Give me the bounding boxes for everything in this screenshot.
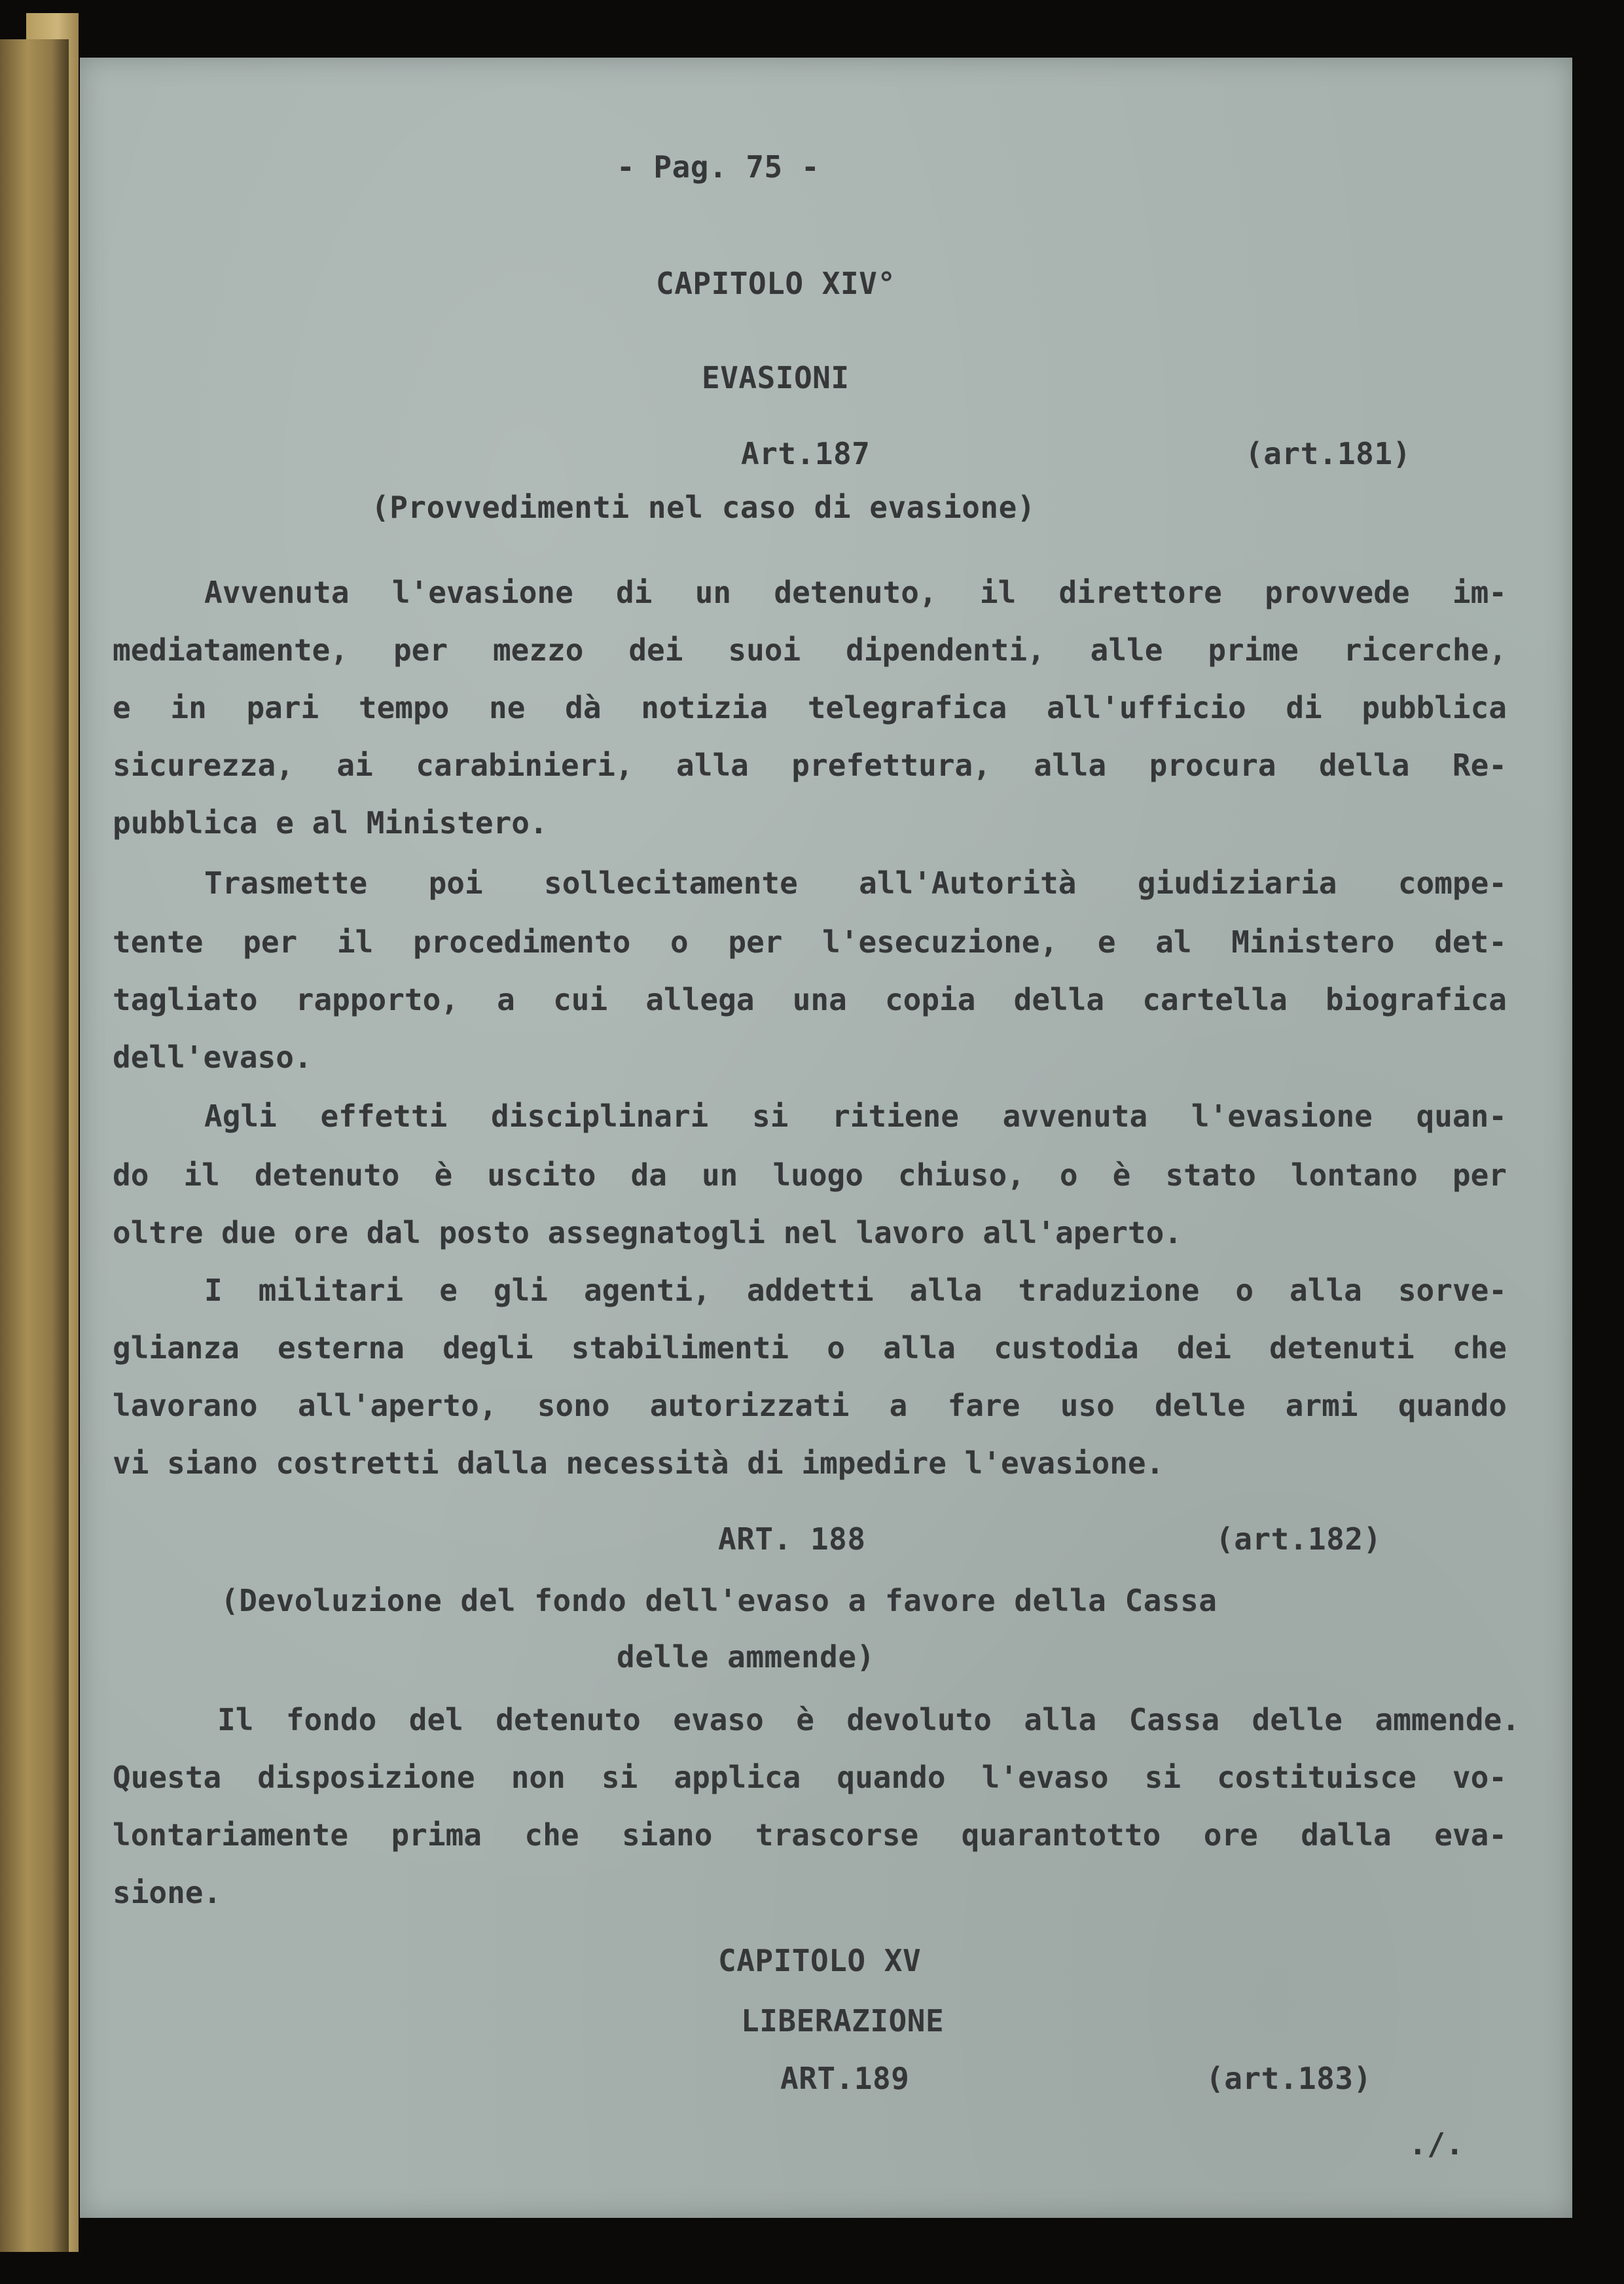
article-number: ART.189 xyxy=(780,2061,910,2096)
article-reference: (art.183) xyxy=(1206,2061,1372,2096)
page-number: - Pag. 75 - xyxy=(617,149,820,185)
paragraph-line: lontariamente prima che siano trascorse quarantotto ore dalla eva- xyxy=(113,1817,1507,1853)
paragraph-line: dell'evaso. xyxy=(113,1040,312,1075)
paragraph-line: do il detenuto è uscito da un luogo chiuso, o è stato lontano per xyxy=(113,1157,1507,1193)
chapter-title: CAPITOLO XV xyxy=(718,1943,922,1978)
paragraph-line: Agli effetti disciplinari si ritiene avvenuta l'evasione quan- xyxy=(204,1098,1507,1134)
paragraph-line: mediatamente, per mezzo dei suoi dipendenti, alle prime ricerche, xyxy=(113,632,1507,668)
article-heading: (Devoluzione del fondo dell'evaso a favore della Cassa xyxy=(221,1583,1218,1618)
article-heading: delle ammende) xyxy=(617,1639,875,1675)
paragraph-line: oltre due ore dal posto assegnatogli nel lavoro all'aperto. xyxy=(113,1215,1182,1250)
paragraph-line: I militari e gli agenti, addetti alla traduzione o alla sorve- xyxy=(204,1273,1507,1308)
chapter-subtitle: EVASIONI xyxy=(702,360,850,395)
paragraph-line: tagliato rapporto, a cui allega una copia della cartella biografica xyxy=(113,982,1507,1017)
paragraph-line: Il fondo del detenuto evaso è devoluto alla Cassa delle ammende. xyxy=(217,1702,1520,1737)
paragraph-line: sione. xyxy=(113,1875,222,1910)
article-number: ART. 188 xyxy=(718,1521,866,1557)
paragraph-line: Trasmette poi sollecitamente all'Autorità giudiziaria compe- xyxy=(204,865,1507,901)
paragraph-line: Questa disposizione non si applica quando l'evaso si costituisce vo- xyxy=(113,1760,1507,1795)
chapter-subtitle: LIBERAZIONE xyxy=(741,2003,945,2039)
article-reference: (art.181) xyxy=(1245,436,1411,471)
article-number: Art.187 xyxy=(741,436,871,471)
paragraph-line: tente per il procedimento o per l'esecuzione, e al Ministero det- xyxy=(113,924,1507,960)
paragraph-line: e in pari tempo ne dà notizia telegrafica all'ufficio di pubblica xyxy=(113,690,1507,725)
scan-border xyxy=(1574,58,1624,2218)
paragraph-line: sicurezza, ai carabinieri, alla prefettura, alla procura della Re- xyxy=(113,748,1507,783)
chapter-title: CAPITOLO XIV° xyxy=(656,266,896,301)
paragraph-line: vi siano costretti dalla necessità di impedire l'evasione. xyxy=(113,1445,1164,1481)
continuation-mark: ./. xyxy=(1409,2126,1464,2162)
paragraph-line: glianza esterna degli stabilimenti o alla custodia dei detenuti che xyxy=(113,1330,1507,1366)
paragraph-line: pubblica e al Ministero. xyxy=(113,805,548,841)
binding-edge xyxy=(0,39,69,2252)
paragraph-line: lavorano all'aperto, sono autorizzati a fare uso delle armi quando xyxy=(113,1388,1507,1423)
paragraph-line: Avvenuta l'evasione di un detenuto, il direttore provvede im- xyxy=(204,575,1507,610)
article-heading: (Provvedimenti nel caso di evasione) xyxy=(371,490,1036,525)
article-reference: (art.182) xyxy=(1216,1521,1382,1557)
typewritten-sheet xyxy=(80,58,1572,2218)
